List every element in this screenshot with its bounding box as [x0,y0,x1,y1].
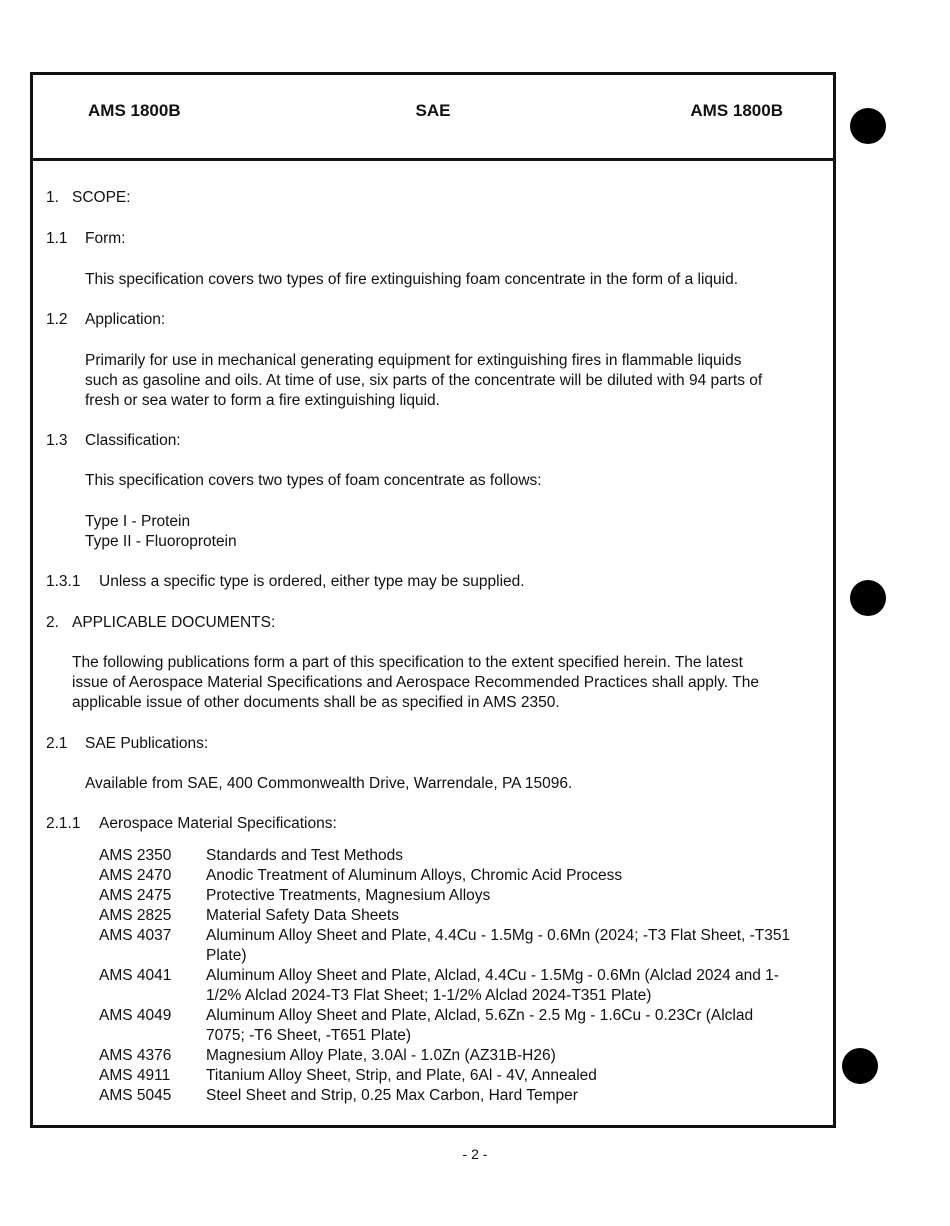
section-1-2-line-1: Primarily for use in mechanical generating equipment for extinguishing fires in flammable liquids [85,352,742,369]
section-1-title: SCOPE: [72,189,131,206]
section-2-1-number: 2.1 [46,735,68,752]
reference-row [99,1006,796,1046]
section-1-number: 1. [46,189,59,206]
reference-code: AMS 2470 [99,867,172,884]
section-2-1-title: SAE Publications: [85,735,209,752]
reference-code: AMS 2825 [99,907,172,924]
reference-title: Protective Treatments, Magnesium Alloys [206,887,491,904]
section-1-2-line-3: fresh or sea water to form a fire extinguishing liquid. [85,392,440,409]
section-2-title: APPLICABLE DOCUMENTS: [72,614,276,631]
header-doc-id-left: AMS 1800B [88,101,181,120]
reference-code: AMS 4049 [99,1007,172,1024]
section-2-1-1-number: 2.1.1 [46,815,81,832]
section-2-1-1-title: Aerospace Material Specifications: [99,815,337,832]
reference-row [99,1066,796,1086]
section-2-line-3: applicable issue of other documents shall be as specified in AMS 2350. [72,694,560,711]
section-1-3-1-number: 1.3.1 [46,573,81,590]
reference-row [99,886,796,906]
section-2-line-1: The following publications form a part of this specification to the extent specified herein. The latest [72,654,743,671]
binder-hole-middle [850,580,886,616]
section-1-3-text: This specification covers two types of foam concentrate as follows: [85,472,542,489]
reference-title: Aluminum Alloy Sheet and Plate, Alclad, 5.6Zn - 2.5 Mg - 1.6Cu - 0.23Cr (Alclad 7075; -T6 Sheet, -T651 Plate) [206,1007,754,1044]
reference-title: Material Safety Data Sheets [206,907,399,924]
section-1-1-number: 1.1 [46,230,68,247]
reference-title: Steel Sheet and Strip, 0.25 Max Carbon, Hard Temper [206,1087,578,1104]
reference-title: Magnesium Alloy Plate, 3.0Al - 1.0Zn (AZ31B-H26) [206,1047,556,1064]
reference-code: AMS 4911 [99,1067,171,1084]
reference-code: AMS 4037 [99,927,172,944]
reference-list [99,846,796,1106]
reference-code: AMS 4041 [99,967,172,984]
section-1-3-title: Classification: [85,432,181,449]
reference-row [99,846,796,866]
reference-code: AMS 4376 [99,1047,172,1064]
reference-title: Standards and Test Methods [206,847,404,864]
section-2-number: 2. [46,614,59,631]
document-header [33,75,833,161]
reference-title: Anodic Treatment of Aluminum Alloys, Chromic Acid Process [206,867,623,884]
reference-row [99,1086,796,1106]
reference-title: Aluminum Alloy Sheet and Plate, 4.4Cu - 1.5Mg - 0.6Mn (2024; -T3 Flat Sheet, -T351 Plate) [206,927,791,964]
section-1-2-number: 1.2 [46,311,68,328]
reference-row [99,966,796,1006]
reference-code: AMS 2475 [99,887,172,904]
reference-title: Titanium Alloy Sheet, Strip, and Plate, 6Al - 4V, Annealed [206,1067,597,1084]
reference-code: AMS 2350 [99,847,172,864]
section-1-2-line-2: such as gasoline and oils. At time of use, six parts of the concentrate will be diluted with 94 parts of [85,372,763,389]
section-2-1-text: Available from SAE, 400 Commonwealth Drive, Warrendale, PA 15096. [85,775,573,792]
type-2-item: Type II - Fluoroprotein [85,533,237,550]
binder-hole-top [850,108,886,144]
reference-code: AMS 5045 [99,1087,172,1104]
section-1-3-1-text: Unless a specific type is ordered, either type may be supplied. [99,573,525,590]
type-1-item: Type I - Protein [85,513,191,530]
header-doc-id-right: AMS 1800B [690,101,783,120]
reference-title: Aluminum Alloy Sheet and Plate, Alclad, 4.4Cu - 1.5Mg - 0.6Mn (Alclad 2024 and 1-1/2% Alclad 2024-T3 Flat Sheet; 1-1/2% Alclad 2024-T351 Plate) [206,967,779,1004]
reference-row [99,906,796,926]
section-1-3-number: 1.3 [46,432,68,449]
section-1-1-text: This specification covers two types of fire extinguishing foam concentrate in the form of a liquid. [85,271,739,288]
section-1-2-title: Application: [85,311,166,328]
binder-hole-bottom [842,1048,878,1084]
reference-row [99,866,796,886]
header-org: SAE [415,101,451,120]
section-1-1-title: Form: [85,230,126,247]
reference-row [99,1046,796,1066]
section-2-line-2: issue of Aerospace Material Specifications and Aerospace Recommended Practices shall apply. The [72,674,759,691]
page-number: - 2 - [462,1146,488,1162]
reference-row [99,926,796,966]
